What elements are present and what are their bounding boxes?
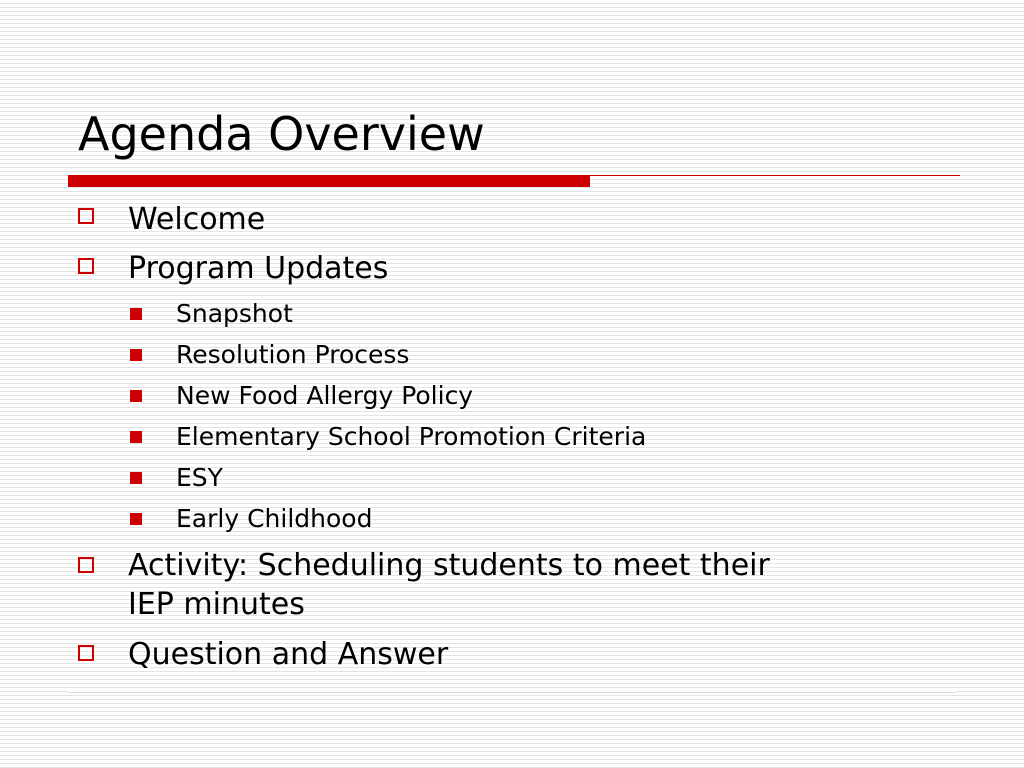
title-underline-thin	[590, 175, 960, 176]
filled-square-icon	[130, 390, 142, 402]
subitem-resolution-process: Resolution Process	[176, 340, 410, 369]
filled-square-icon	[130, 513, 142, 525]
subitem-esy: ESY	[176, 463, 223, 492]
subitem-early-childhood: Early Childhood	[176, 504, 373, 533]
agenda-item-welcome: Welcome	[128, 202, 266, 237]
agenda-item-question-and-answer: Question and Answer	[128, 637, 449, 672]
subitem-elementary-promotion-criteria: Elementary School Promotion Criteria	[176, 422, 647, 451]
hollow-square-icon	[78, 258, 94, 274]
title-underline-thick	[68, 175, 590, 187]
filled-square-icon	[130, 308, 142, 320]
subitem-snapshot: Snapshot	[176, 299, 293, 328]
filled-square-icon	[130, 431, 142, 443]
footer-divider	[68, 690, 956, 693]
hollow-square-icon	[78, 557, 94, 573]
subitem-new-food-allergy-policy: New Food Allergy Policy	[176, 381, 474, 410]
filled-square-icon	[130, 349, 142, 361]
agenda-item-activity-line1: Activity: Scheduling students to meet their	[128, 548, 770, 583]
hollow-square-icon	[78, 208, 94, 224]
hollow-square-icon	[78, 645, 94, 661]
filled-square-icon	[130, 472, 142, 484]
slide-title: Agenda Overview	[78, 107, 485, 161]
agenda-item-activity-line2: IEP minutes	[128, 587, 305, 622]
agenda-item-program-updates: Program Updates	[128, 251, 389, 286]
